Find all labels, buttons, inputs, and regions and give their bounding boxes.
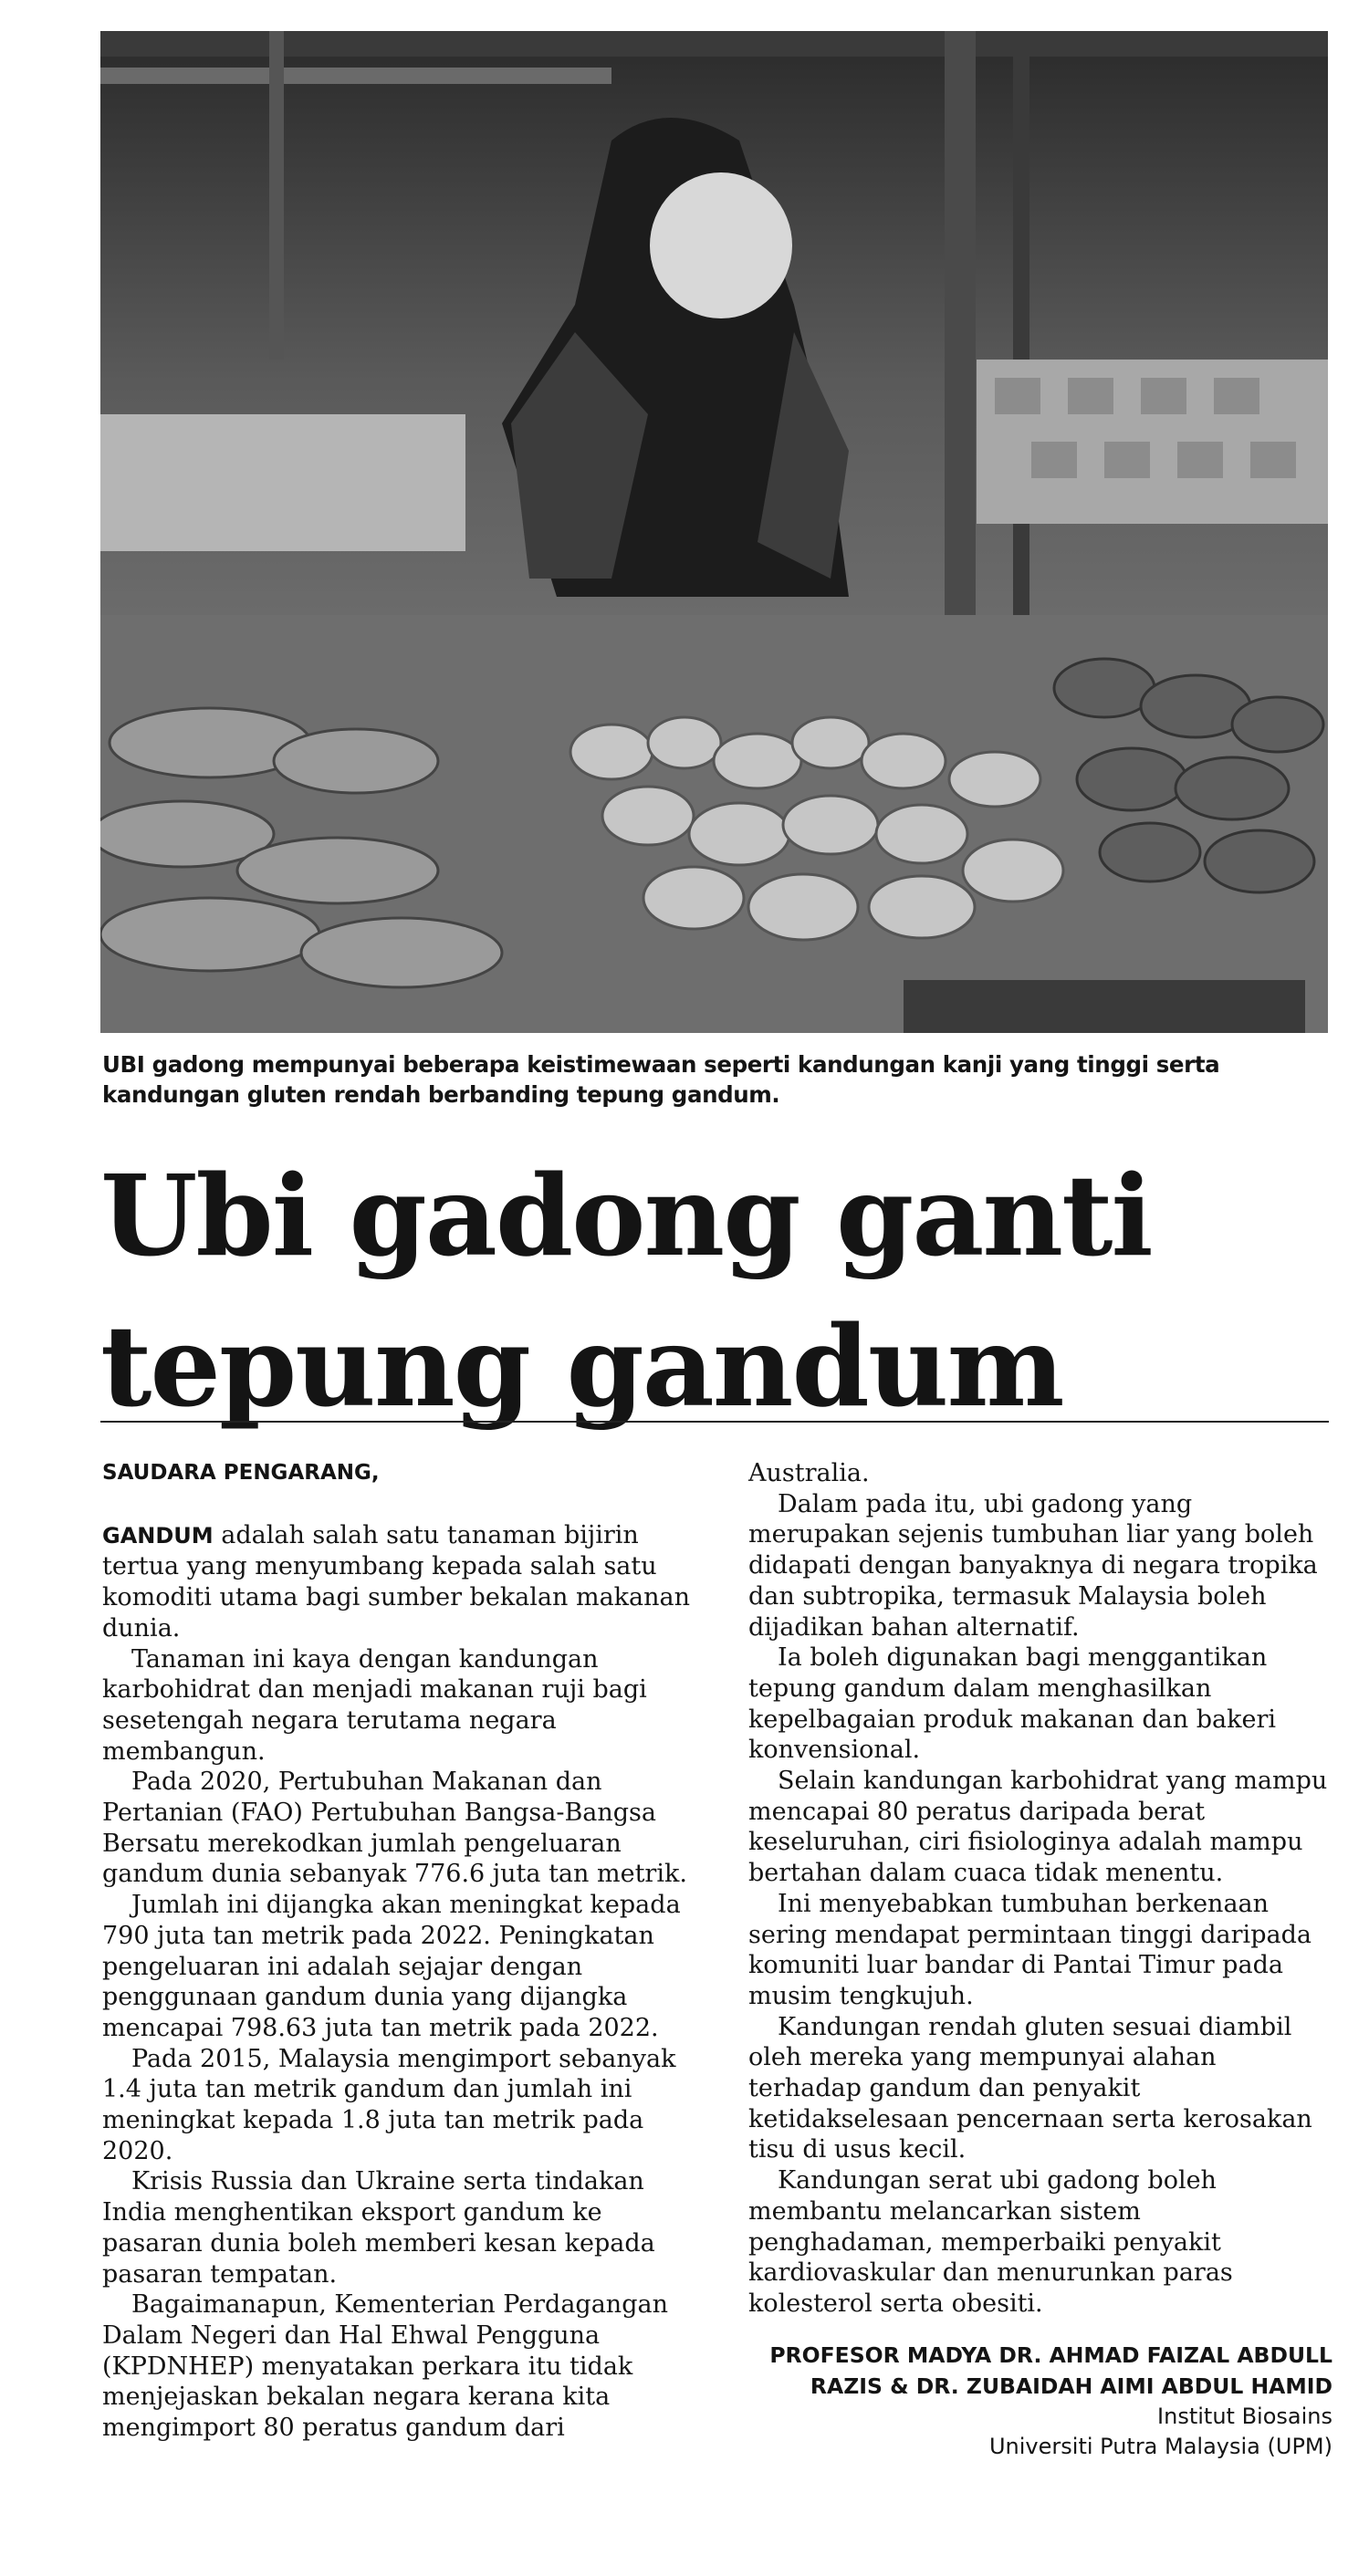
headline [100,1141,1332,1442]
paragraph-9: Ia boleh digunakan bagi menggantikan tepung gandum dalam menghasilkan kepelbagaian produk makanan dan bakeri konvensional. [748,1643,1276,1765]
paragraph-4: Jumlah ini dijangka akan meningkat kepada 790 juta tan metrik pada 2022. Peningkatan pengeluaran ini adalah sejajar dengan penggunaan gandum dunia yang dijangka mencapai 798.63 juta tan metrik pada 2022. [102,1891,681,2042]
salutation: SAUDARA PENGARANG, [102,1461,380,1485]
paragraph-11: Ini menyebabkan tumbuhan berkenaan sering mendapat permintaan tinggi daripada komuniti luar bandar di Pantai Timur pada musim tengkujuh. [748,1889,1312,2010]
article-column-right [748,1458,1332,2462]
paragraph-7-continued: Australia. [748,1459,870,1487]
article-column-left [102,1458,695,2444]
paragraph-6: Krisis Russia dan Ukraine serta tindakan India menghentikan eksport gandum ke pasaran dunia boleh memberi kesan kepada pasaran tempatan. [102,2167,655,2289]
paragraph-7: Bagaimanapun, Kementerian Perdagangan Dalam Negeri dan Hal Ehwal Pengguna (KPDNHEP) menyatakan perkara itu tidak menjejaskan bekalan negara kerana kita mengimport 80 peratus gandum dari [102,2290,668,2443]
author-signature: PROFESOR MADYA DR. AHMAD FAIZAL ABDULL RAZIS & DR. ZUBAIDAH AIMI ABDUL HAMID [769,2341,1332,2399]
paragraph-12: Kandungan rendah gluten sesuai diambil oleh mereka yang mempunyai alahan terhadap gandum dan penyakit ketidakselesaan pencernaan serta kerosakan tisu di usus kecil. [748,2012,1312,2164]
paragraph-1-text: adalah salah satu tanaman bijirin tertua yang menyumbang kepada salah satu komoditi utama bagi sumber bekalan makanan dunia. [102,1520,691,1643]
paragraph-2: Tanaman ini kaya dengan kandungan karbohidrat dan menjadi makanan ruji bagi sesetengah negara terutama negara membangun. [102,1644,647,1766]
paragraph-3: Pada 2020, Pertubuhan Makanan dan Pertanian (FAO) Pertubuhan Bangsa-Bangsa Bersatu merekodkan jumlah pengeluaran gandum dunia sebanyak 776.6 juta tan metrik. [102,1768,687,1889]
paragraph-8: Dalam pada itu, ubi gadong yang merupakan sejenis tumbuhan liar yang boleh didapati dengan banyaknya di negara tropika dan subtropika, termasuk Malaysia boleh dijadikan bahan alternatif. [748,1489,1318,1642]
headline-divider [100,1421,1329,1423]
author-affiliation-2: Universiti Putra Malaysia (UPM) [988,2433,1332,2459]
photo-illustration [100,31,1328,1033]
headline-line-2: tepung gandum [100,1300,1063,1432]
headline-line-1: Ubi gadong ganti [100,1150,1152,1281]
photo-caption: UBI gadong mempunyai beberapa keistimewaan seperti kandungan kanji yang tinggi serta kandungan gluten rendah berbanding tepung gandum. [102,1051,1220,1108]
paragraph-1 [102,1520,695,1644]
paragraph-13: Kandungan serat ubi gadong boleh membantu melancarkan sistem penghadaman, memperbaiki penyakit kardiovaskular dan menurunkan paras kolesterol serta obesiti. [748,2166,1233,2318]
paragraph-5: Pada 2015, Malaysia mengimport sebanyak 1.4 juta tan metrik gandum dan jumlah ini meningkat kepada 1.8 juta tan metrik pada 2020. [102,2044,676,2165]
paragraph-10: Selain kandungan karbohidrat yang mampu mencapai 80 peratus daripada berat keseluruhan, ciri fisiologinya adalah mampu bertahan dalam cuaca tidak menentu. [748,1767,1328,1888]
author-affiliation-1: Institut Biosains [1157,2403,1332,2429]
market-photo [100,31,1328,1033]
lead-word: GANDUM [102,1522,214,1549]
